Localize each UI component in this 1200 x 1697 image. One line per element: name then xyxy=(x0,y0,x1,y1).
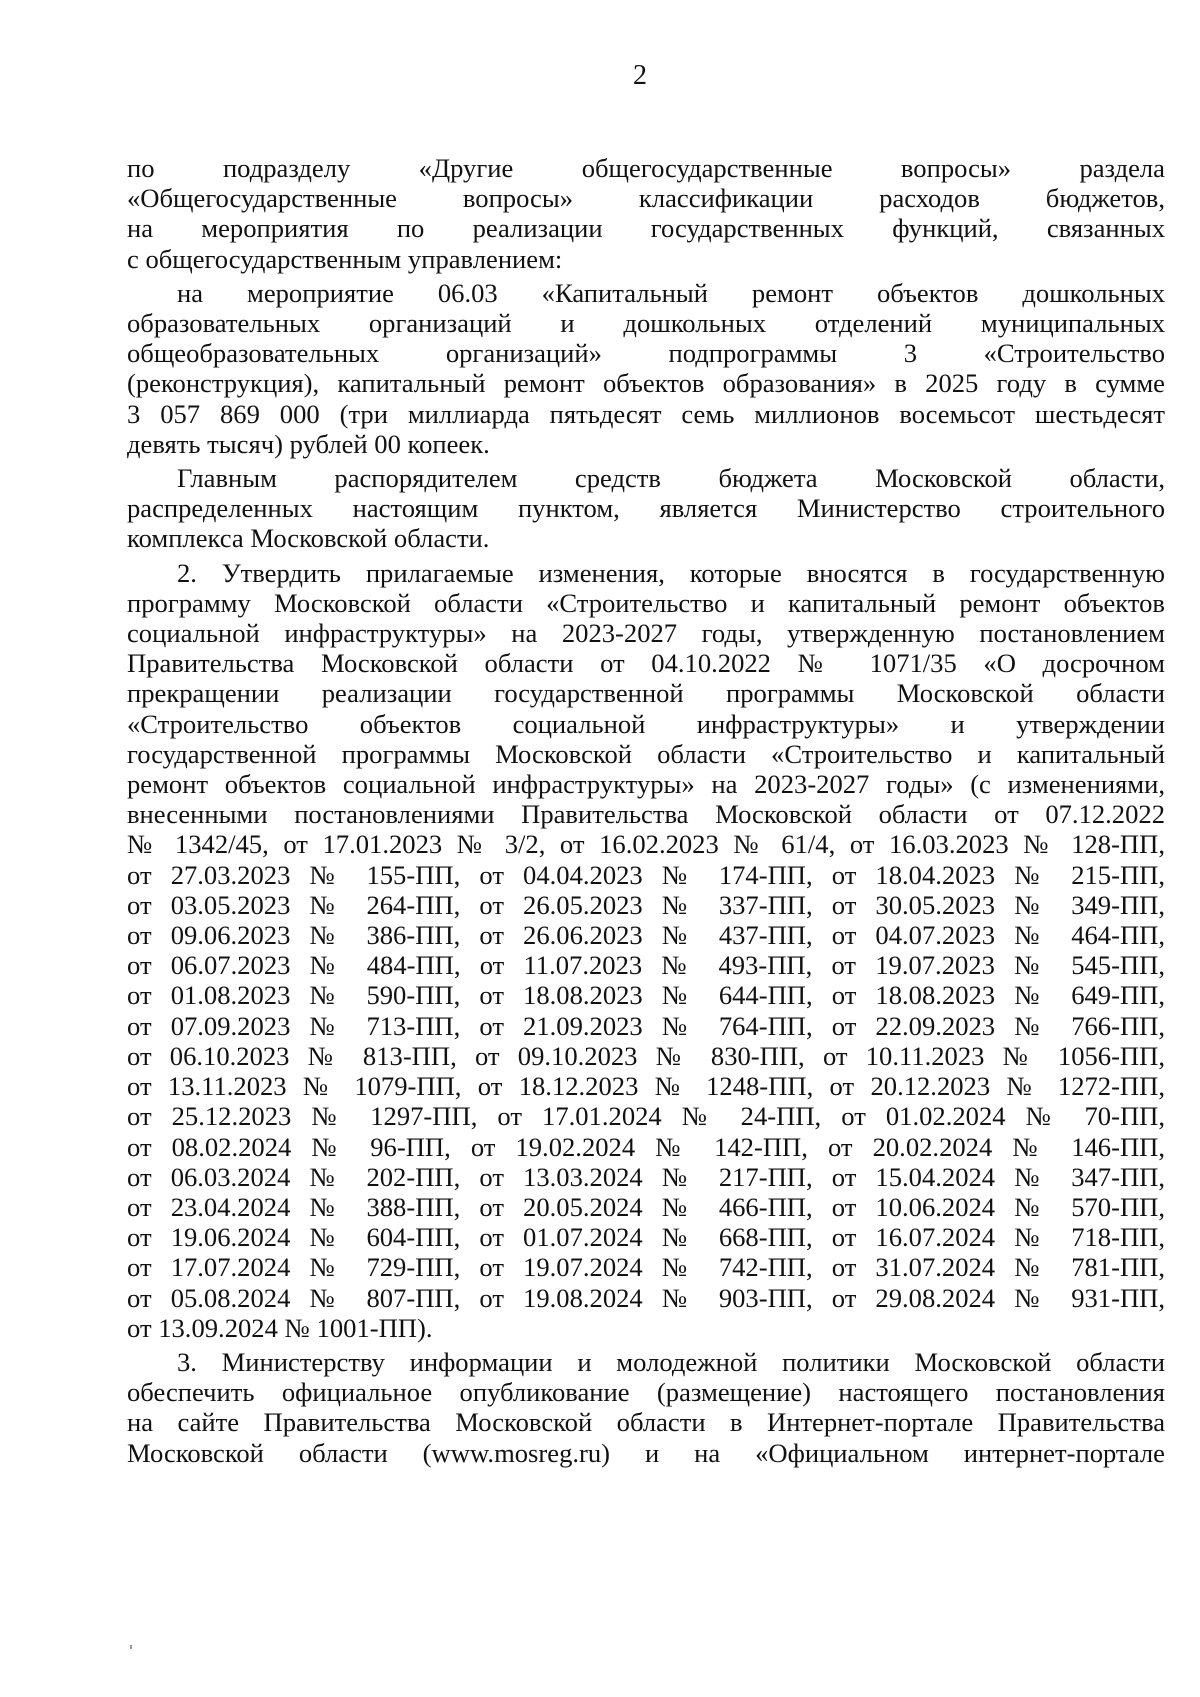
page-number: 2 xyxy=(633,60,647,91)
text-line: прекращении реализации государственной программы Московской области xyxy=(127,678,1165,709)
text-line: государственной программы Московской области «Строительство и капитальный xyxy=(127,738,1165,769)
text-line: № 1342/45, от 17.01.2023 № 3/2, от 16.02.2023 № 61/4, от 16.03.2023 № 128-ПП, xyxy=(127,829,1165,860)
scan-artifact xyxy=(130,1645,132,1649)
text-line: от 06.07.2023 № 484-ПП, от 11.07.2023 № 493-ПП, от 19.07.2023 № 545-ПП, xyxy=(127,950,1165,981)
paragraph-main-administrator xyxy=(127,463,1165,554)
text-line: с общегосударственным управлением: xyxy=(127,243,563,274)
text-line: «Общегосударственные вопросы» классификации расходов бюджетов, xyxy=(127,183,1165,214)
text-line: от 01.08.2023 № 590-ПП, от 18.08.2023 № 644-ПП, от 18.08.2023 № 649-ПП, xyxy=(127,980,1165,1011)
text-line: 2. Утвердить прилагаемые изменения, которые вносятся в государственную xyxy=(177,557,1165,588)
text-line: от 06.10.2023 № 813-ПП, от 09.10.2023 № 830-ПП, от 10.11.2023 № 1056-ПП, xyxy=(127,1040,1165,1071)
text-line: от 23.04.2024 № 388-ПП, от 20.05.2024 № 466-ПП, от 10.06.2024 № 570-ПП, xyxy=(127,1191,1165,1222)
text-line: от 09.06.2023 № 386-ПП, от 26.06.2023 № 437-ПП, от 04.07.2023 № 464-ПП, xyxy=(127,920,1165,951)
text-line: от 17.07.2024 № 729-ПП, от 19.07.2024 № 742-ПП, от 31.07.2024 № 781-ПП, xyxy=(127,1252,1165,1283)
text-line: от 13.11.2023 № 1079-ПП, от 18.12.2023 № 1248-ПП, от 20.12.2023 № 1272-ПП, xyxy=(127,1071,1165,1102)
text-line: внесенными постановлениями Правительства Московской области от 07.12.2022 xyxy=(127,799,1165,830)
text-line: общеобразовательных организаций» подпрограммы 3 «Строительство xyxy=(127,338,1165,369)
text-line: комплекса Московской области. xyxy=(127,523,490,554)
text-line: (реконструкция), капитальный ремонт объектов образования» в 2025 году в сумме xyxy=(127,368,1165,399)
text-line: ремонт объектов социальной инфраструктуры» на 2023-2027 годы» (с изменениями, xyxy=(127,769,1165,800)
text-line: социальной инфраструктуры» на 2023-2027 годы, утвержденную постановлением xyxy=(127,618,1165,649)
text-line: от 25.12.2023 № 1297-ПП, от 17.01.2024 № 24-ПП, от 01.02.2024 № 70-ПП, xyxy=(127,1101,1165,1132)
text-line: распределенных настоящим пунктом, является Министерство строительного xyxy=(127,493,1165,524)
text-line: от 13.09.2024 № 1001-ПП). xyxy=(127,1312,433,1343)
text-line: программу Московской области «Строительство и капитальный ремонт объектов xyxy=(127,587,1165,618)
paragraph-measure-0603 xyxy=(127,278,1165,459)
text-line: Московской области (www.mosreg.ru) и на «Официальном интернет-портале xyxy=(127,1437,1165,1468)
text-line: от 05.08.2024 № 807-ПП, от 19.08.2024 № 903-ПП, от 29.08.2024 № 931-ПП, xyxy=(127,1282,1165,1313)
text-line: по подразделу «Другие общегосударственные вопросы» раздела xyxy=(127,153,1165,183)
paragraph-item-2 xyxy=(127,558,1165,1343)
text-line: 3 057 869 000 (три миллиарда пятьдесят семь миллионов восемьсот шестьдесят xyxy=(127,398,1165,429)
text-line: на мероприятие 06.03 «Капитальный ремонт объектов дошкольных xyxy=(177,277,1165,308)
text-line: Правительства Московской области от 04.10.2022 № 1071/35 «О досрочном xyxy=(127,648,1165,679)
document-body xyxy=(127,153,1165,1472)
text-line: от 03.05.2023 № 264-ПП, от 26.05.2023 № 337-ПП, от 30.05.2023 № 349-ПП, xyxy=(127,889,1165,920)
text-line: от 19.06.2024 № 604-ПП, от 01.07.2024 № 668-ПП, от 16.07.2024 № 718-ПП, xyxy=(127,1222,1165,1253)
text-line: обеспечить официальное опубликование (размещение) настоящего постановления xyxy=(127,1377,1165,1408)
text-line: от 06.03.2024 № 202-ПП, от 13.03.2024 № 217-ПП, от 15.04.2024 № 347-ПП, xyxy=(127,1161,1165,1192)
paragraph-budget-subsection xyxy=(127,153,1165,274)
text-line: от 07.09.2023 № 713-ПП, от 21.09.2023 № 764-ПП, от 22.09.2023 № 766-ПП, xyxy=(127,1010,1165,1041)
paragraph-item-3 xyxy=(127,1347,1165,1468)
text-line: образовательных организаций и дошкольных отделений муниципальных xyxy=(127,308,1165,339)
text-line: на мероприятия по реализации государственных функций, связанных xyxy=(127,213,1165,244)
text-line: от 08.02.2024 № 96-ПП, от 19.02.2024 № 142-ПП, от 20.02.2024 № 146-ПП, xyxy=(127,1131,1165,1162)
text-line: девять тысяч) рублей 00 копеек. xyxy=(127,428,490,459)
text-line: на сайте Правительства Московской области в Интернет-портале Правительства xyxy=(127,1407,1165,1438)
text-line: 3. Министерству информации и молодежной политики Московской области xyxy=(177,1346,1165,1377)
text-line: «Строительство объектов социальной инфраструктуры» и утверждении xyxy=(127,708,1165,739)
text-line: Главным распорядителем средств бюджета Московской области, xyxy=(177,463,1165,494)
text-line: от 27.03.2023 № 155-ПП, от 04.04.2023 № 174-ПП, от 18.04.2023 № 215-ПП, xyxy=(127,859,1165,890)
